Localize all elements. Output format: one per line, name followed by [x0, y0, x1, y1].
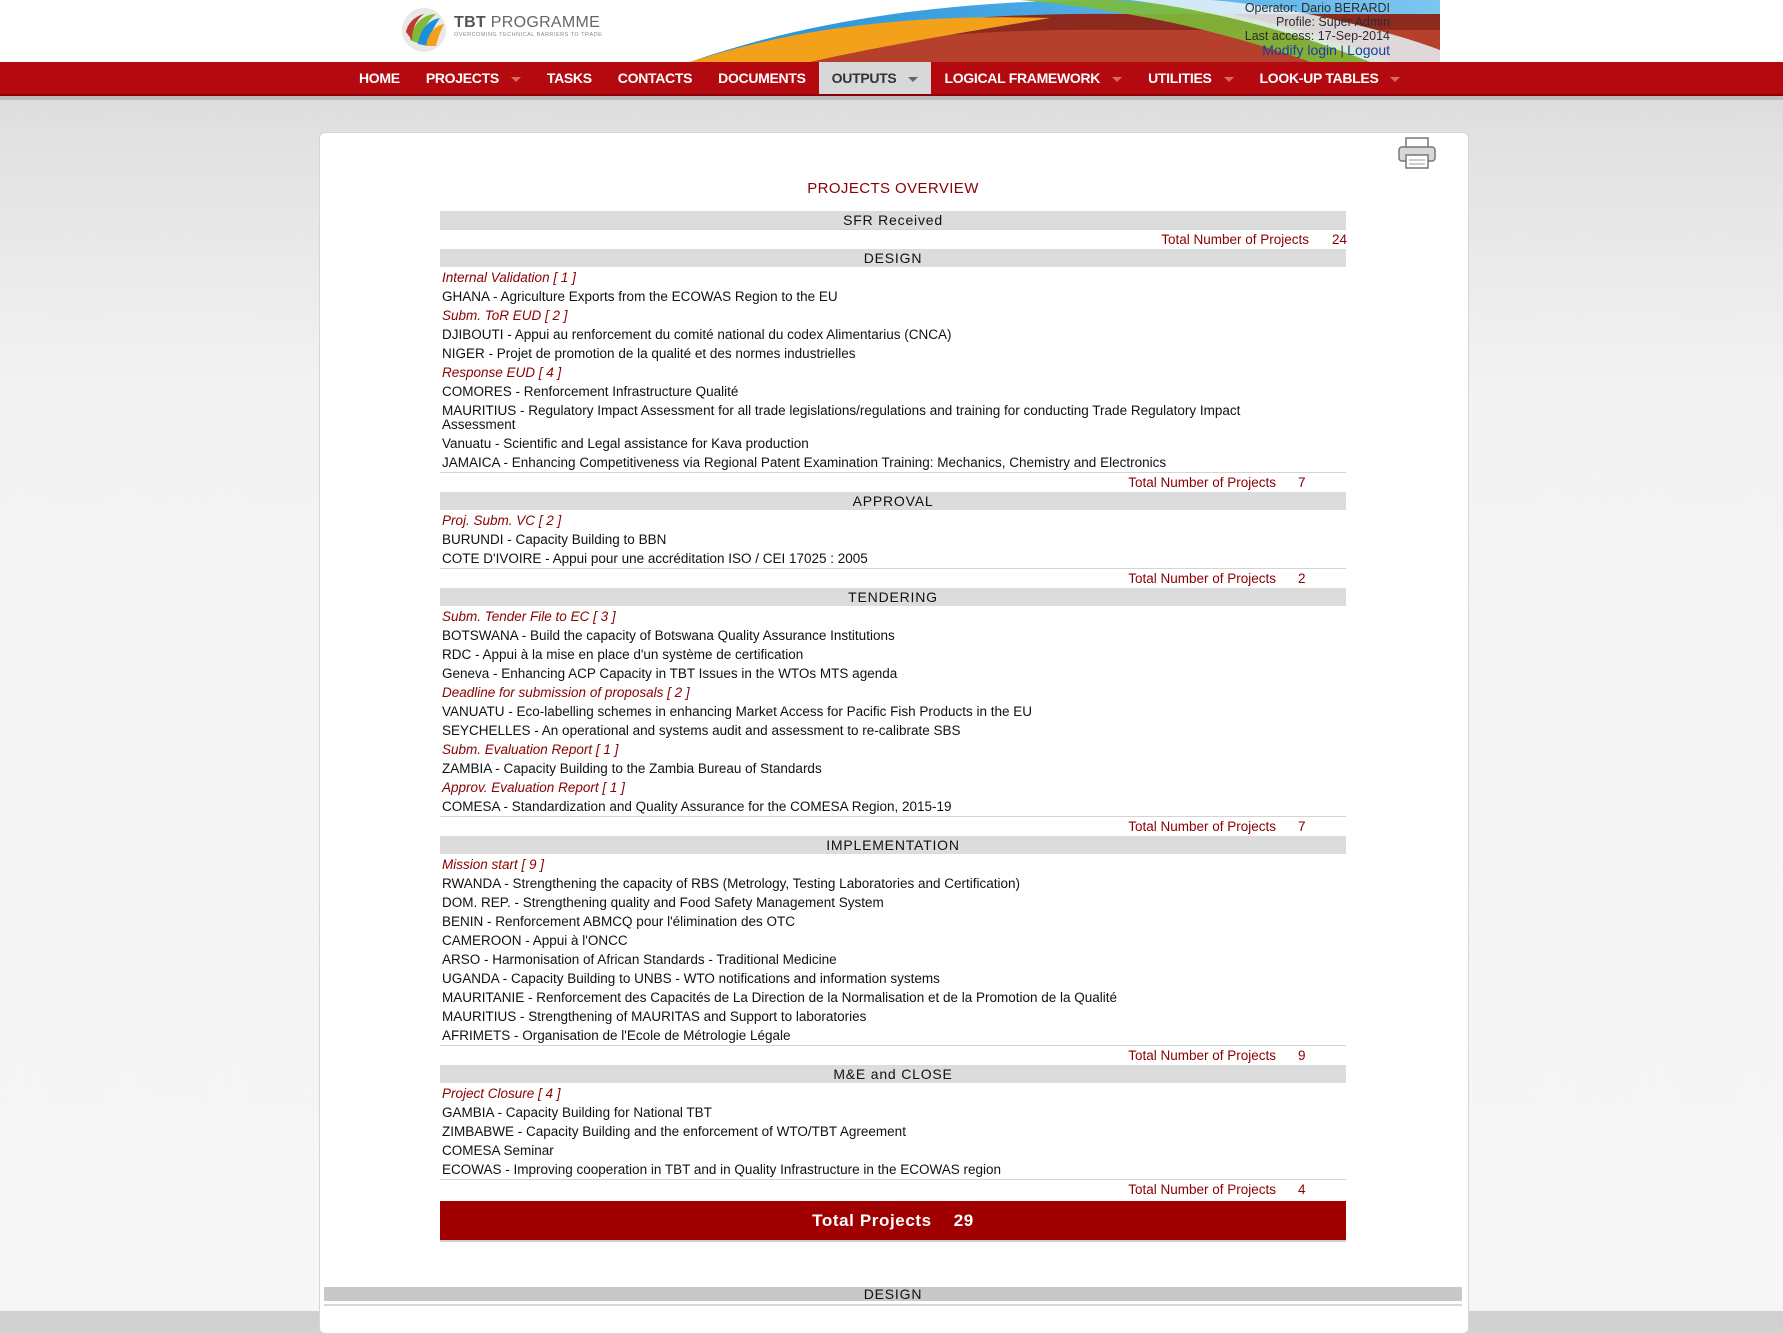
project-item[interactable]: DJIBOUTI - Appui au renforcement du comité national du codex Alimentarius (CNCA) [442, 327, 952, 342]
stage-body [440, 1083, 1346, 1179]
project-item[interactable]: BOTSWANA - Build the capacity of Botswana Quality Assurance Institutions [442, 628, 895, 643]
project-item[interactable]: DOM. REP. - Strengthening quality and Food Safety Management System [442, 895, 884, 910]
project-item[interactable]: NIGER - Projet de promotion de la qualité et des normes industrielles [442, 346, 856, 361]
stage-header: SFR Received [440, 211, 1346, 229]
projects-overview-report [440, 211, 1346, 1199]
status-label: Response EUD [ 4 ] [442, 365, 562, 380]
status-label: Subm. Tender File to EC [ 3 ] [442, 609, 616, 624]
project-item[interactable]: RDC - Appui à la mise en place d'un système de certification [442, 647, 804, 662]
user-info: Operator: Dario BERARDI Profile: Super Admin Last access: 17-Sep-2014 Modify login | Logout [1244, 1, 1390, 58]
last-access: Last access: 17-Sep-2014 [1244, 29, 1390, 43]
nav-item-utilities[interactable] [1135, 62, 1246, 94]
caret-down-icon [908, 77, 918, 82]
stage-total-row [440, 472, 1346, 492]
nav-item-outputs[interactable] [819, 62, 932, 94]
stage-total-row [440, 1179, 1346, 1199]
caret-down-icon [1112, 77, 1122, 82]
status-label: Deadline for submission of proposals [ 2 ] [442, 685, 690, 700]
total-label: Total Number of Projects [1161, 232, 1309, 247]
project-item[interactable]: SEYCHELLES - An operational and systems audit and assessment to re-calibrate SBS [442, 723, 961, 738]
project-item[interactable]: VANUATU - Eco-labelling schemes in enhancing Market Access for Pacific Fish Products in the EU [442, 704, 1032, 719]
project-item[interactable]: Geneva - Enhancing ACP Capacity in TBT Issues in the WTOs MTS agenda [442, 666, 898, 681]
project-item[interactable]: MAURITIUS - Strengthening of MAURITAS and Support to laboratories [442, 1009, 867, 1024]
project-item[interactable]: COMORES - Renforcement Infrastructure Qualité [442, 384, 739, 399]
project-item[interactable]: ECOWAS - Improving cooperation in TBT and in Quality Infrastructure in the ECOWAS region [442, 1162, 1001, 1177]
total-count: 4 [1298, 1182, 1306, 1197]
grand-total-value: 29 [953, 1211, 974, 1230]
nav-item-contacts[interactable] [605, 62, 705, 94]
nav-item-tasks[interactable] [534, 62, 605, 94]
nav-item-documents[interactable] [705, 62, 819, 94]
status-label: Subm. Evaluation Report [ 1 ] [442, 742, 619, 757]
caret-down-icon [1224, 77, 1234, 82]
nav-item-label: OUTPUTS [831, 70, 897, 86]
total-count: 7 [1298, 475, 1306, 490]
user-profile: Profile: Super Admin [1276, 15, 1390, 29]
project-item[interactable]: BENIN - Renforcement ABMCQ pour l'élimination des OTC [442, 914, 795, 929]
stage-header: M&E and CLOSE [440, 1065, 1346, 1083]
modify-login-link[interactable]: Modify login [1262, 42, 1337, 58]
total-label: Total Number of Projects [1128, 571, 1276, 586]
project-item[interactable]: ARSO - Harmonisation of African Standards - Traditional Medicine [442, 952, 837, 967]
project-item[interactable]: GHANA - Agriculture Exports from the ECOWAS Region to the EU [442, 289, 838, 304]
nav-divider [0, 96, 1783, 100]
nav-item-label: DOCUMENTS [718, 70, 806, 86]
status-label: Subm. ToR EUD [ 2 ] [442, 308, 568, 323]
project-item[interactable]: COTE D'IVOIRE - Appui pour une accréditation ISO / CEI 17025 : 2005 [442, 551, 868, 566]
section-divider [324, 1304, 1462, 1306]
nav-item-home[interactable] [346, 62, 413, 94]
total-label: Total Number of Projects [1128, 475, 1276, 490]
project-item[interactable]: GAMBIA - Capacity Building for National TBT [442, 1105, 712, 1120]
project-item[interactable]: JAMAICA - Enhancing Competitiveness via Regional Patent Examination Training: Mechanics, Chemistry and Electronics [442, 455, 1167, 470]
stage-header: APPROVAL [440, 492, 1346, 510]
stage-total-row [440, 1045, 1346, 1065]
nav-item-label: PROJECTS [425, 70, 499, 86]
operator-name: Operator: Dario BERARDI [1244, 1, 1390, 15]
logo-title: TBT PROGRAMME [454, 14, 601, 31]
total-label: Total Number of Projects [1128, 1182, 1276, 1197]
total-count: 2 [1298, 571, 1306, 586]
page-header [0, 0, 1783, 62]
total-count: 9 [1298, 1048, 1306, 1063]
status-label: Approv. Evaluation Report [ 1 ] [442, 780, 625, 795]
project-item[interactable]: Vanuatu - Scientific and Legal assistance for Kava production [442, 436, 809, 451]
project-item[interactable]: COMESA - Standardization and Quality Assurance for the COMESA Region, 2015-19 [442, 799, 952, 814]
next-section-header: DESIGN [324, 1287, 1462, 1301]
project-item[interactable]: MAURITIUS - Regulatory Impact Assessment for all trade legislations/regulations and training for conducting Trade Regulatory Impact Assessment [442, 403, 1241, 432]
nav-item-logical-framework[interactable] [931, 62, 1135, 94]
project-item[interactable]: ZAMBIA - Capacity Building to the Zambia Bureau of Standards [442, 761, 822, 776]
project-item[interactable]: AFRIMETS - Organisation de l'Ecole de Métrologie Légale [442, 1028, 791, 1043]
stage-total-row [440, 568, 1346, 588]
tbt-logo-icon [400, 6, 448, 54]
printer-icon[interactable] [1396, 136, 1438, 170]
status-label: Project Closure [ 4 ] [442, 1086, 561, 1101]
nav-item-label: LOGICAL FRAMEWORK [944, 70, 1101, 86]
total-count: 7 [1298, 819, 1306, 834]
project-item[interactable]: CAMEROON - Appui à l'ONCC [442, 933, 628, 948]
stage-header: IMPLEMENTATION [440, 836, 1346, 854]
status-label: Proj. Subm. VC [ 2 ] [442, 513, 562, 528]
stage-body [440, 267, 1346, 472]
caret-down-icon [1390, 77, 1400, 82]
nav-item-label: UTILITIES [1148, 70, 1212, 86]
nav-item-label: TASKS [546, 70, 592, 86]
total-label: Total Number of Projects [1128, 1048, 1276, 1063]
project-item[interactable]: MAURITANIE - Renforcement des Capacités de La Direction de la Normalisation et de la Promotion de la Qualité [442, 990, 1118, 1005]
project-item[interactable]: UGANDA - Capacity Building to UNBS - WTO notifications and information systems [442, 971, 940, 986]
grand-total-label: Total Projects [812, 1211, 932, 1230]
stage-body [440, 854, 1346, 1045]
stage-total-row [440, 816, 1346, 836]
stage-body [440, 606, 1346, 816]
total-label: Total Number of Projects [1128, 819, 1276, 834]
project-item[interactable]: BURUNDI - Capacity Building to BBN [442, 532, 667, 547]
stage-header: DESIGN [440, 249, 1346, 267]
nav-item-projects[interactable] [413, 62, 534, 94]
project-item[interactable]: RWANDA - Strengthening the capacity of RBS (Metrology, Testing Laboratories and Certification) [442, 876, 1021, 891]
page-title: PROJECTS OVERVIEW [807, 180, 979, 197]
caret-down-icon [511, 77, 521, 82]
stage-header: TENDERING [440, 588, 1346, 606]
grand-total-bar [440, 1201, 1346, 1242]
nav-item-label: LOOK-UP TABLES [1259, 70, 1379, 86]
main-nav [0, 62, 1783, 96]
status-label: Internal Validation [ 1 ] [442, 270, 576, 285]
project-item[interactable]: ZIMBABWE - Capacity Building and the enforcement of WTO/TBT Agreement [442, 1124, 906, 1139]
project-item[interactable]: COMESA Seminar [442, 1143, 554, 1158]
logo-subtitle: OVERCOMING TECHNICAL BARRIERS TO TRADE [454, 32, 603, 38]
nav-item-look-up-tables[interactable] [1247, 62, 1414, 94]
status-label: Mission start [ 9 ] [442, 857, 545, 872]
nav-item-label: HOME [359, 70, 400, 86]
stage-total-row [440, 229, 1346, 249]
total-count: 24 [1332, 232, 1348, 247]
logout-link[interactable]: Logout [1347, 42, 1390, 58]
nav-item-label: CONTACTS [617, 70, 693, 86]
stage-body [440, 510, 1346, 568]
